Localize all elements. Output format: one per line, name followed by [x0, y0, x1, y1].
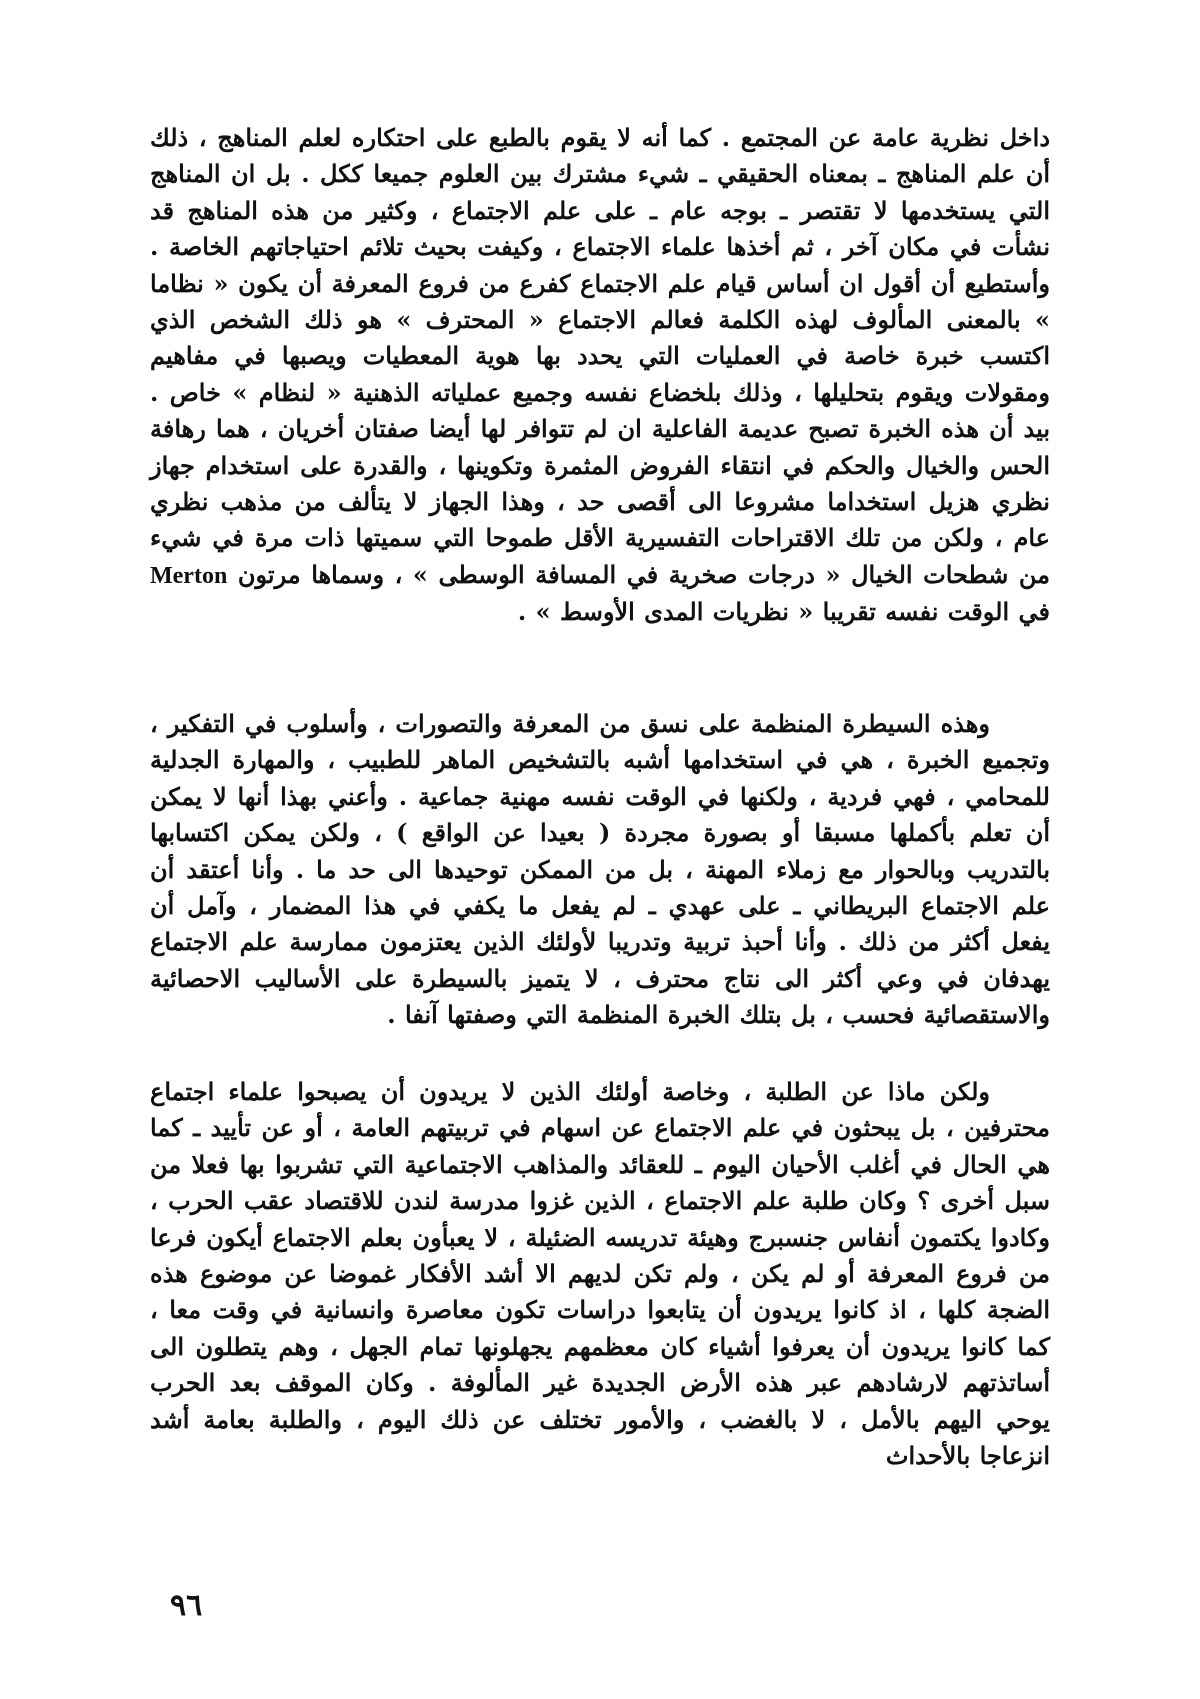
latin-name-merton: Merton	[150, 562, 228, 589]
paragraph-1-text-b: في الوقت نفسه تقريبا « نظريات المدى الأوسط » .	[517, 597, 1050, 627]
paragraph-1-text-a: داخل نظرية عامة عن المجتمع . كما أنه لا يقوم بالطبع على احتكاره لعلم المناهج ، ذلك أن علم المناهج ـ بمعناه الحقيقي ـ شيء مشترك بين العلوم جميعا ككل . بل ان المناهج التي يستخدمها لا تقتصر ـ بوجه عام ـ على علم الاجتماع ، وكثير من هذه المناهج قد نشأت في مكان آخر ، ثم أخذها علماء الاجتماع ، وكيفت بحيث تلائم احتياجاتهم الخاصة . وأستطيع أن أقول ان أساس قيام علم الاجتماع كفرع من فروع المعرفة أن يكون « نظاما » بالمعنى المألوف لهذه الكلمة فعالم الاجتماع « المحترف » هو ذلك الشخص الذي اكتسب خبرة خاصة في العمليات التي يحدد بها هوية المعطيات ويصبها في مفاهيم ومقولات ويقوم بتحليلها ، وذلك بلخضاع نفسه وجميع عملياته الذهنية « لنظام » خاص . بيد أن هذه الخبرة تصبح عديمة الفاعلية ان لم تتوافر لها أيضا صفتان أخريان ، هما رهافة الحس والخيال والحكم في انتقاء الفروض المثمرة وتكوينها ، والقدرة على استخدام جهاز نظري هزيل استخداما مشروعا الى أقصى حد ، وهذا الجهاز لا يتألف من مذهب نظري عام ، ولكن من تلك الاقتراحات التفسيرية الأقل طموحا التي سميتها ذات مرة في شيء من شطحات الخيال « درجات صخرية في المسافة الوسطى » ، وسماها مرتون	[150, 123, 1051, 589]
paragraph-2: وهذه السيطرة المنظمة على نسق من المعرفة والتصورات ، وأسلوب في التفكير ، وتجميع الخبرة ، هي في استخدامها أشبه بالتشخيص الماهر للطبيب ، والمهارة الجدلية للمحامي ، فهي فردية ، ولكنها في الوقت نفسه مهنية جماعية . وأعني بهذا أنها لا يمكن أن تعلم بأكملها مسبقا أو بصورة مجردة ( بعيدا عن الواقع ) ، ولكن يمكن اكتسابها بالتدريب وبالحوار مع زملاء المهنة ، بل من الممكن توحيدها الى حد ما . وأنا أعتقد أن علم الاجتماع البريطاني ـ على عهدي ـ لم يفعل ما يكفي في هذا المضمار ، وآمل أن يفعل أكثر من ذلك . وأنا أحبذ تربية وتدريبا لأولئك الذين يعتزمون ممارسة علم الاجتماع يهدفان في وعي أكثر الى نتاج محترف ، لا يتميز بالسيطرة على الأساليب الاحصائية والاستقصائية فحسب ، بل بتلك الخبرة المنظمة التي وصفتها آنفا .	[150, 709, 1050, 1030]
paragraph-3: ولكن ماذا عن الطلبة ، وخاصة أولئك الذين لا يريدون أن يصبحوا علماء اجتماع محترفين ، بل يبحثون في علم الاجتماع عن اسهام في تربيتهم العامة ، أو عن تأييد ـ كما هي الحال في أغلب الأحيان اليوم ـ للعقائد والمذاهب الاجتماعية التي تشربوا بها فعلا من سبل أخرى ؟ وكان طلبة علم الاجتماع ، الذين غزوا مدرسة لندن للاقتصاد عقب الحرب ، وكادوا يكتمون أنفاس جنسبرج وهيئة تدريسه الضئيلة ، لا يعبأون بعلم الاجتماع أيكون فرعا من فروع المعرفة أو لم يكن ، ولم تكن لديهم الا أشد الأفكار غموضا عن موضوع هذه الضجة كلها ، اذ كانوا يريدون أن يتابعوا دراسات تكون معاصرة وانسانية في وقت معا ، كما كانوا يريدون أن يعرفوا أشياء كان معظمهم يجهلونها تمام الجهل ، وهم يتطلون الى أساتذتهم لارشادهم عبر هذه الأرض الجديدة غير المألوفة . وكان الموقف بعد الحرب يوحي اليهم بالأمل ، لا بالغضب ، والأمور تختلف عن ذلك اليوم ، والطلبة بعامة أشد انزعاجا بالأحداث	[150, 1077, 1051, 1471]
paragraph-1	[150, 120, 1050, 631]
document-page	[150, 120, 1050, 1660]
page-number: ٩٦	[170, 1588, 203, 1623]
